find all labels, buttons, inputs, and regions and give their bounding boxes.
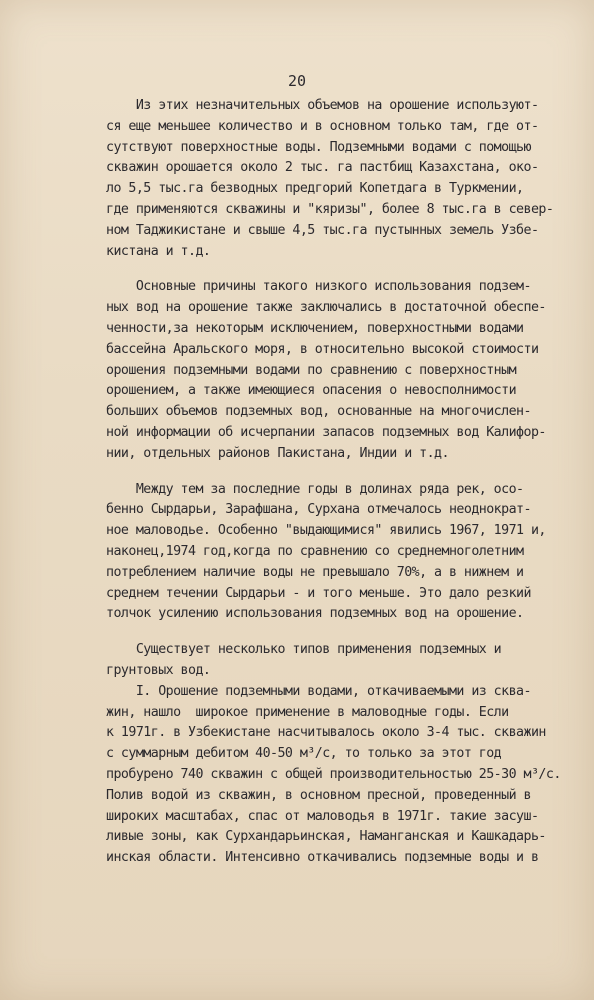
text-line: орошением, а также имеющиеся опасения о невосполнимости [106, 383, 517, 399]
text-line: Основные причины такого низкого использования подзем- [106, 279, 531, 295]
text-line: к 1971г. в Узбекистане насчитывалось около 3-4 тыс. скважин [106, 725, 546, 741]
text-line: скважин орошается около 2 тыс. га пастбищ Казахстана, око- [106, 160, 539, 176]
text-line: ной информации об исчерпании запасов подземных вод Калифор- [106, 424, 546, 440]
text-line: толчок усилению использования подземных вод на орошение. [106, 606, 524, 622]
text-line: ливые зоны, как Сурхандарьинская, Наманганская и Кашкадарь- [106, 829, 546, 845]
text-line: I. Орошение подземными водами, откачиваемыми из сква- [106, 683, 531, 699]
paragraph-5 [106, 682, 576, 869]
text-line: больших объемов подземных вод, основанные на многочислен- [106, 404, 531, 420]
paragraph-2 [106, 277, 576, 464]
paragraph-1 [106, 96, 576, 262]
text-line: пробурено 740 скважин с общей производительностью 25-30 м³/с. [106, 766, 561, 782]
page-number: 20 [287, 72, 307, 90]
paragraph-3 [106, 480, 576, 626]
text-line: орошения подземными водами по сравнению с поверхностным [106, 362, 517, 378]
text-line: где применяются скважины и "кяризы", более 8 тыс.га в север- [106, 201, 554, 217]
text-line: с суммарным дебитом 40-50 м³/с, то только за этот год [106, 746, 502, 762]
text-line: сутствуют поверхностные воды. Подземными водами с помощью [106, 139, 531, 155]
text-line: ном Таджикистане и свыше 4,5 тыс.га пустынных земель Узбе- [106, 222, 539, 238]
text-line: ся еще меньшее количество и в основном только там, где от- [106, 118, 539, 134]
text-line: бассейна Аральского моря, в относительно высокой стоимости [106, 341, 539, 357]
text-line: потреблением наличие воды не превышало 70%, а в нижнем и [106, 564, 524, 580]
text-line: нии, отдельных районов Пакистана, Индии и т.д. [106, 445, 449, 461]
text-line: Существует несколько типов применения подземных и [106, 642, 502, 658]
text-line: Из этих незначительных объемов на орошение используют- [106, 98, 539, 113]
body-text [106, 96, 576, 869]
text-line: кистана и т.д. [106, 243, 211, 259]
text-line: наконец,1974 год,когда по сравнению со среднемноголетним [106, 543, 524, 559]
text-line: широких масштабах, спас от маловодья в 1971г. такие засуш- [106, 808, 539, 824]
text-line: грунтовых вод. [106, 662, 211, 678]
text-line: ное маловодье. Особенно "выдающимися" явились 1967, 1971 и, [106, 523, 546, 539]
text-line: среднем течении Сырдарьи - и того меньше. Это дало резкий [106, 585, 531, 601]
text-line: жин, нашло широкое применение в маловодные годы. Если [106, 704, 509, 720]
text-line: Между тем за последние годы в долинах ряда рек, осо- [106, 481, 524, 497]
text-line: ло 5,5 тыс.га безводных предгорий Копетдага в Туркмении, [106, 181, 524, 197]
text-line: ных вод на орошение также заключались в достаточной обеспе- [106, 300, 546, 316]
text-line: инская области. Интенсивно откачивались подземные воды и в [106, 850, 539, 866]
text-line: Полив водой из скважин, в основном пресной, проведенный в [106, 787, 531, 803]
text-line: ченности,за некоторым исключением, поверхностными водами [106, 320, 524, 336]
text-line: бенно Сырдарьи, Зарафшана, Сурхана отмечалось неоднократ- [106, 502, 531, 518]
paragraph-4 [106, 640, 576, 682]
